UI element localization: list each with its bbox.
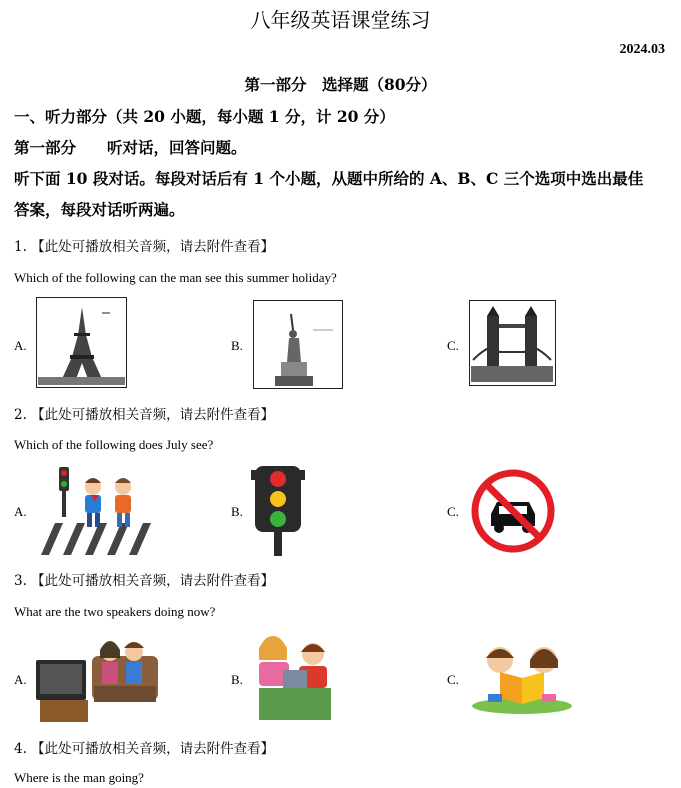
question-3-text: What are the two speakers doing now? <box>14 604 216 619</box>
sub-part-heading: 第一部分 听对话，回答问题。 <box>14 138 247 157</box>
eiffel-tower-icon[interactable] <box>36 297 128 389</box>
exam-date: 2024.03 <box>619 42 665 57</box>
q1-option-b-label[interactable]: B. <box>231 338 243 353</box>
q3-option-c-label[interactable]: C. <box>447 672 459 687</box>
page-title: 八年级英语课堂练习 <box>250 8 431 32</box>
instructions-line-1: 听下面 10 段对话。每段对话后有 1 个小题，从题中所给的 A、B、C 三个选项中选出最佳 <box>14 169 644 188</box>
no-cars-sign-icon[interactable] <box>471 468 555 554</box>
question-1-text: Which of the following can the man see this summer holiday? <box>14 270 337 285</box>
traffic-light-icon[interactable] <box>251 466 305 556</box>
q3-option-a-label[interactable]: A. <box>14 672 27 687</box>
q1-option-c-label[interactable]: C. <box>447 338 459 353</box>
q2-option-a-label[interactable]: A. <box>14 504 27 519</box>
question-2-text: Which of the following does July see? <box>14 437 214 452</box>
tower-bridge-icon[interactable] <box>469 300 557 387</box>
question-1-audio-label[interactable]: 1. 【此处可播放相关音频，请去附件查看】 <box>14 239 275 255</box>
statue-of-liberty-icon[interactable] <box>253 300 344 390</box>
q1-option-a-label[interactable]: A. <box>14 338 27 353</box>
question-3-audio-label[interactable]: 3. 【此处可播放相关音频，请去附件查看】 <box>14 573 275 589</box>
question-4-text: Where is the man going? <box>14 770 144 785</box>
using-computer-icon[interactable] <box>253 630 333 722</box>
listening-section-heading: 一、听力部分（共 20 小题，每小题 1 分，计 20 分） <box>14 107 395 126</box>
part-title: 第一部分 选择题（80分） <box>244 75 437 94</box>
question-4-audio-label[interactable]: 4. 【此处可播放相关音频，请去附件查看】 <box>14 741 275 757</box>
children-crossing-icon[interactable] <box>37 465 155 557</box>
reading-book-icon[interactable] <box>470 642 574 714</box>
instructions-line-2: 答案，每段对话听两遍。 <box>14 200 185 219</box>
q2-option-b-label[interactable]: B. <box>231 504 243 519</box>
question-2-audio-label[interactable]: 2. 【此处可播放相关音频，请去附件查看】 <box>14 407 275 423</box>
q3-option-b-label[interactable]: B. <box>231 672 243 687</box>
q2-option-c-label[interactable]: C. <box>447 504 459 519</box>
watching-tv-icon[interactable] <box>36 630 160 724</box>
